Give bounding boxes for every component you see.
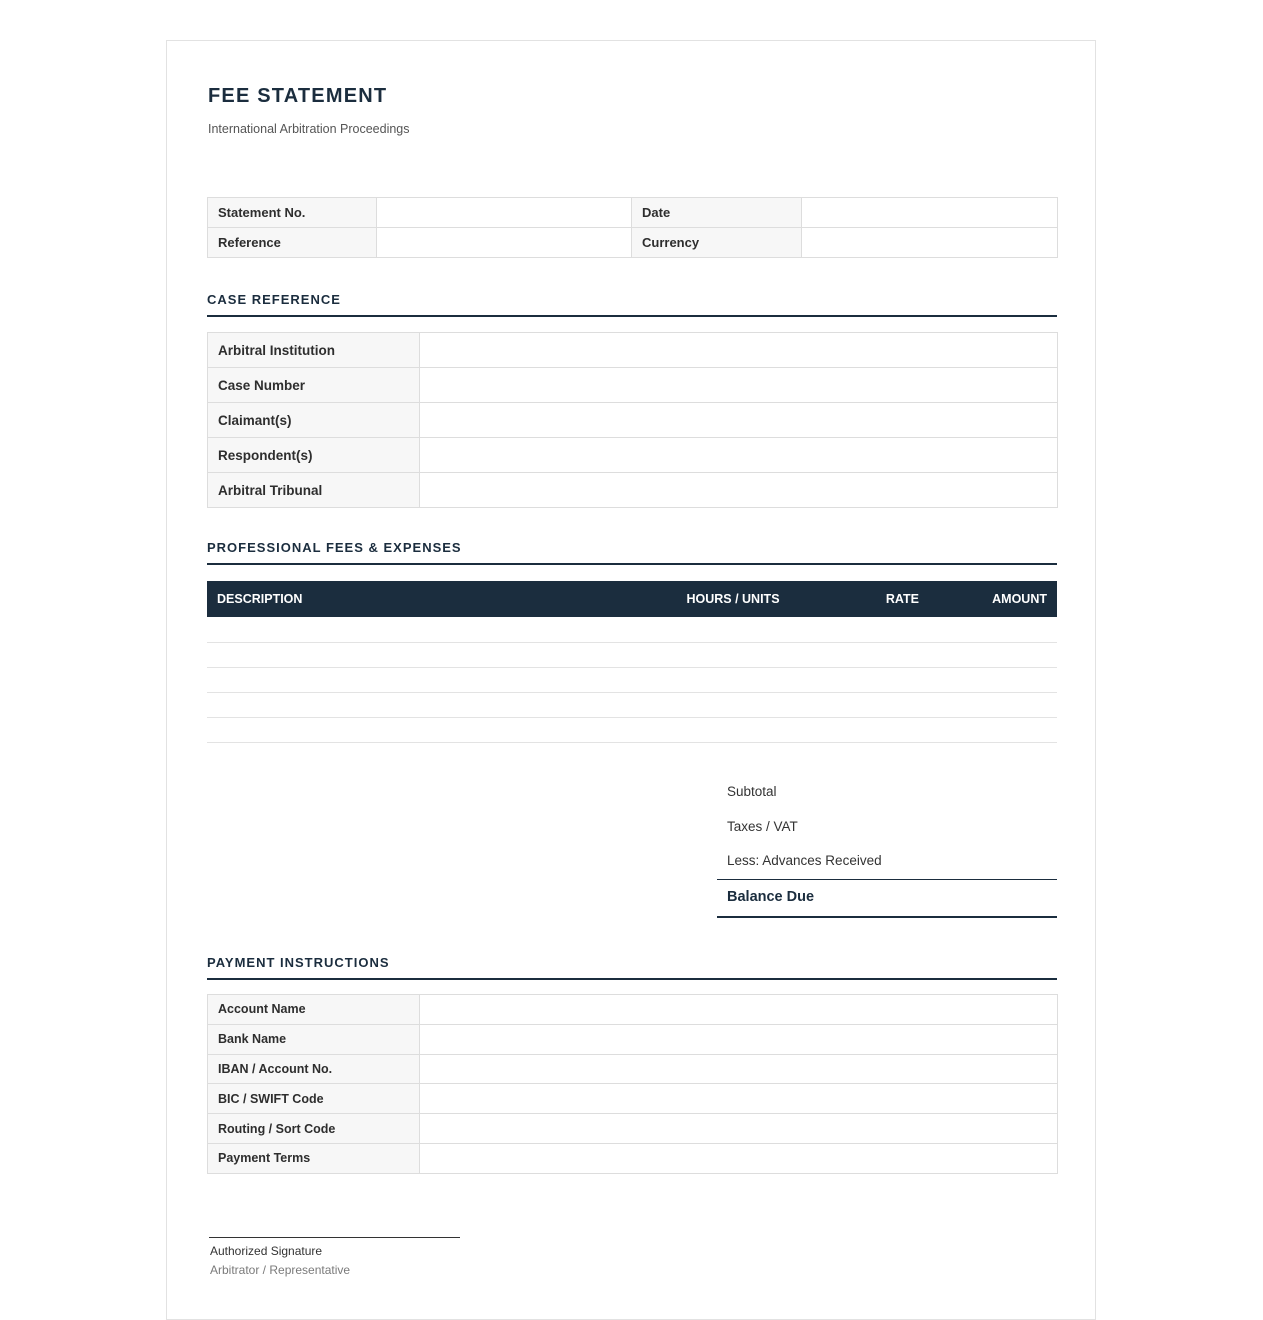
respondents-label: Respondent(s) <box>208 438 420 473</box>
iban-label: IBAN / Account No. <box>208 1054 420 1084</box>
description-cell[interactable] <box>207 667 673 692</box>
claimants-field[interactable] <box>420 403 1058 438</box>
advances-label: Less: Advances Received <box>727 853 882 868</box>
table-row <box>207 617 1057 642</box>
amount-cell[interactable] <box>929 692 1057 717</box>
table-row <box>207 717 1057 742</box>
table-row <box>207 642 1057 667</box>
fees-table <box>207 581 1057 743</box>
payment-row <box>208 995 1058 1025</box>
hours-cell[interactable] <box>673 717 793 742</box>
page-title: FEE STATEMENT <box>208 85 388 107</box>
swift-code-label: BIC / SWIFT Code <box>208 1084 420 1114</box>
amount-cell[interactable] <box>929 617 1057 642</box>
totals-block <box>717 775 1057 918</box>
hours-column-header: HOURS / UNITS <box>673 581 793 617</box>
case-row-institution <box>208 333 1058 368</box>
date-label: Date <box>632 198 802 228</box>
case-number-label: Case Number <box>208 368 420 403</box>
description-column-header: DESCRIPTION <box>207 581 673 617</box>
taxes-label: Taxes / VAT <box>727 818 798 834</box>
signature-sublabel: Arbitrator / Representative <box>210 1263 351 1277</box>
rate-column-header: RATE <box>793 581 929 617</box>
reference-field[interactable] <box>377 228 632 258</box>
payment-table <box>207 994 1058 1174</box>
routing-code-label: Routing / Sort Code <box>208 1114 420 1144</box>
bank-name-label: Bank Name <box>208 1024 420 1054</box>
description-cell[interactable] <box>207 717 673 742</box>
rate-cell[interactable] <box>793 667 929 692</box>
arbitral-institution-field[interactable] <box>420 333 1058 368</box>
payment-terms-label: Payment Terms <box>208 1143 420 1173</box>
payment-heading: PAYMENT INSTRUCTIONS <box>207 955 1057 980</box>
page-subtitle: International Arbitration Proceedings <box>208 122 410 136</box>
respondents-field[interactable] <box>420 438 1058 473</box>
statement-no-field[interactable] <box>377 198 632 228</box>
arbitral-tribunal-field[interactable] <box>420 473 1058 508</box>
rate-cell[interactable] <box>793 617 929 642</box>
case-row-claimants <box>208 403 1058 438</box>
payment-row <box>208 1143 1058 1173</box>
amount-cell[interactable] <box>929 642 1057 667</box>
payment-row <box>208 1084 1058 1114</box>
arbitral-institution-label: Arbitral Institution <box>208 333 420 368</box>
payment-row <box>208 1114 1058 1144</box>
currency-field[interactable] <box>802 228 1058 258</box>
balance-due-label: Balance Due <box>717 879 1057 918</box>
date-field[interactable] <box>802 198 1058 228</box>
case-reference-table <box>207 332 1058 508</box>
subtotal-label: Subtotal <box>727 784 777 799</box>
swift-code-field[interactable] <box>420 1084 1058 1114</box>
meta-row <box>208 198 1058 228</box>
table-row <box>207 667 1057 692</box>
amount-cell[interactable] <box>929 667 1057 692</box>
account-name-field[interactable] <box>420 995 1058 1025</box>
hours-cell[interactable] <box>673 642 793 667</box>
payment-row <box>208 1054 1058 1084</box>
reference-label: Reference <box>208 228 377 258</box>
claimants-label: Claimant(s) <box>208 403 420 438</box>
description-cell[interactable] <box>207 692 673 717</box>
currency-label: Currency <box>632 228 802 258</box>
payment-row <box>208 1024 1058 1054</box>
amount-cell[interactable] <box>929 717 1057 742</box>
hours-cell[interactable] <box>673 617 793 642</box>
rate-cell[interactable] <box>793 642 929 667</box>
signature-label: Authorized Signature <box>210 1244 323 1258</box>
case-reference-heading: CASE REFERENCE <box>207 292 1057 317</box>
case-row-respondents <box>208 438 1058 473</box>
fees-heading: PROFESSIONAL FEES & EXPENSES <box>207 540 1057 565</box>
case-row-number <box>208 368 1058 403</box>
statement-no-label: Statement No. <box>208 198 377 228</box>
payment-terms-field[interactable] <box>420 1143 1058 1173</box>
description-cell[interactable] <box>207 642 673 667</box>
hours-cell[interactable] <box>673 692 793 717</box>
table-row <box>207 692 1057 717</box>
iban-field[interactable] <box>420 1054 1058 1084</box>
case-number-field[interactable] <box>420 368 1058 403</box>
rate-cell[interactable] <box>793 717 929 742</box>
meta-row <box>208 228 1058 258</box>
account-name-label: Account Name <box>208 995 420 1025</box>
statement-meta-table <box>207 197 1058 258</box>
bank-name-field[interactable] <box>420 1024 1058 1054</box>
amount-column-header: AMOUNT <box>929 581 1057 617</box>
description-cell[interactable] <box>207 617 673 642</box>
fee-statement-page <box>166 40 1096 1320</box>
case-row-tribunal <box>208 473 1058 508</box>
arbitral-tribunal-label: Arbitral Tribunal <box>208 473 420 508</box>
hours-cell[interactable] <box>673 667 793 692</box>
signature-line[interactable] <box>209 1237 460 1238</box>
fees-header-row <box>207 581 1057 617</box>
rate-cell[interactable] <box>793 692 929 717</box>
routing-code-field[interactable] <box>420 1114 1058 1144</box>
